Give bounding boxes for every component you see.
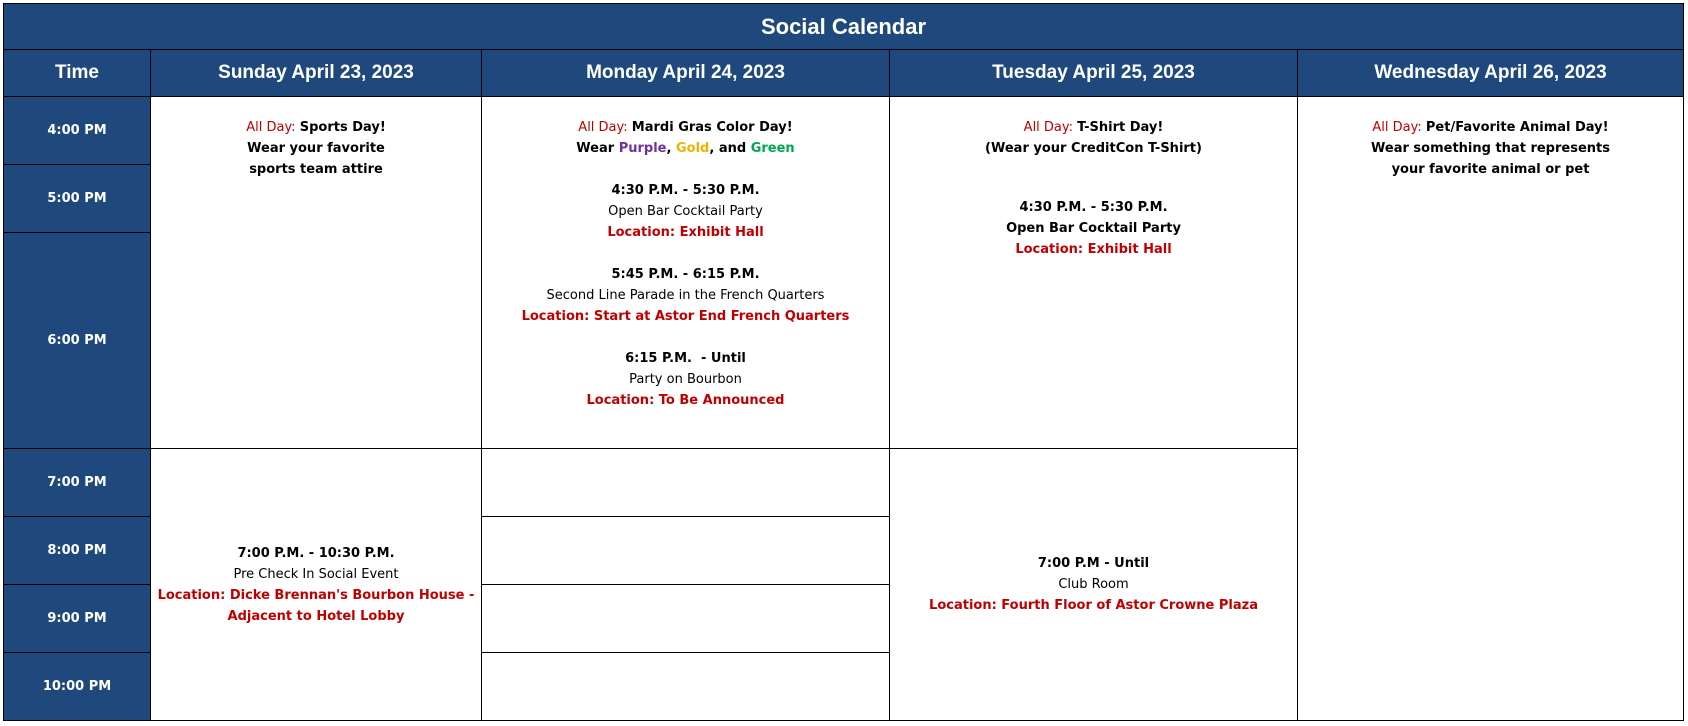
event-location: Location: To Be Announced	[586, 393, 785, 408]
header-sunday: Sunday April 23, 2023	[151, 50, 482, 97]
time-slot: 6:00 PM	[3, 233, 151, 449]
allday-title: Pet/Favorite Animal Day!	[1425, 120, 1609, 135]
sunday-allday-cell	[151, 97, 482, 449]
monday-empty-slot	[482, 517, 890, 585]
event-location: Location: Exhibit Hall	[607, 225, 764, 240]
event-time: 6:15 P.M. - Until	[625, 351, 746, 366]
event-name: Club Room	[1058, 577, 1129, 592]
event-name: Open Bar Cocktail Party	[1006, 221, 1181, 236]
event-time: 4:30 P.M. - 5:30 P.M.	[611, 183, 760, 198]
header-time: Time	[3, 50, 151, 97]
monday-empty-slot	[482, 653, 890, 721]
header-wednesday: Wednesday April 26, 2023	[1298, 50, 1684, 97]
allday-label: All Day:	[1372, 120, 1422, 135]
header-tuesday: Tuesday April 25, 2023	[890, 50, 1298, 97]
allday-title: Mardi Gras Color Day!	[631, 120, 793, 135]
allday-line: your favorite animal or pet	[1391, 162, 1590, 177]
allday-label: All Day:	[1023, 120, 1074, 135]
event-time: 7:00 P.M. - 10:30 P.M.	[237, 545, 395, 561]
color-gold: Gold	[675, 141, 710, 156]
allday-label: All Day:	[246, 120, 296, 135]
time-slot: 4:00 PM	[3, 97, 151, 165]
tuesday-afternoon-cell	[890, 97, 1298, 449]
allday-line: (Wear your CreditCon T-Shirt)	[985, 141, 1202, 156]
time-slot: 10:00 PM	[3, 653, 151, 721]
monday-empty-slot	[482, 449, 890, 517]
allday-title: T-Shirt Day!	[1077, 120, 1164, 135]
allday-title: Sports Day!	[299, 120, 386, 135]
allday-line: Wear your favorite	[247, 141, 385, 156]
header-monday: Monday April 24, 2023	[482, 50, 890, 97]
calendar-title: Social Calendar	[3, 3, 1684, 50]
allday-line: sports team attire	[249, 162, 383, 177]
event-name: Pre Check In Social Event	[233, 566, 399, 582]
event-location: Location: Fourth Floor of Astor Crowne Plaza	[929, 598, 1258, 613]
event-location: Location: Start at Astor End French Quarters	[521, 309, 850, 324]
event-name: Second Line Parade in the French Quarters	[546, 288, 825, 303]
event-location: Location: Exhibit Hall	[1015, 242, 1172, 257]
event-name: Open Bar Cocktail Party	[608, 204, 763, 219]
event-location: Location: Dicke Brennan's Bourbon House -	[157, 587, 475, 603]
monday-empty-slot	[482, 585, 890, 653]
event-time: 7:00 P.M - Until	[1037, 556, 1150, 571]
mardi-gras-colors-line: Wear Purple, Gold, and Green	[576, 141, 795, 156]
allday-label: All Day:	[578, 120, 628, 135]
monday-afternoon-cell	[482, 97, 890, 449]
wednesday-allday-cell	[1298, 97, 1684, 721]
color-purple: Purple	[618, 141, 667, 156]
sunday-evening-cell	[151, 449, 482, 721]
tuesday-evening-cell	[890, 449, 1298, 721]
event-location: Adjacent to Hotel Lobby	[227, 608, 405, 624]
allday-line: Wear something that represents	[1371, 141, 1610, 156]
event-time: 5:45 P.M. - 6:15 P.M.	[611, 267, 760, 282]
event-name: Party on Bourbon	[629, 372, 742, 387]
time-slot: 8:00 PM	[3, 517, 151, 585]
time-slot: 9:00 PM	[3, 585, 151, 653]
color-green: Green	[750, 141, 795, 156]
event-time: 4:30 P.M. - 5:30 P.M.	[1019, 200, 1168, 215]
time-slot: 7:00 PM	[3, 449, 151, 517]
time-slot: 5:00 PM	[3, 165, 151, 233]
